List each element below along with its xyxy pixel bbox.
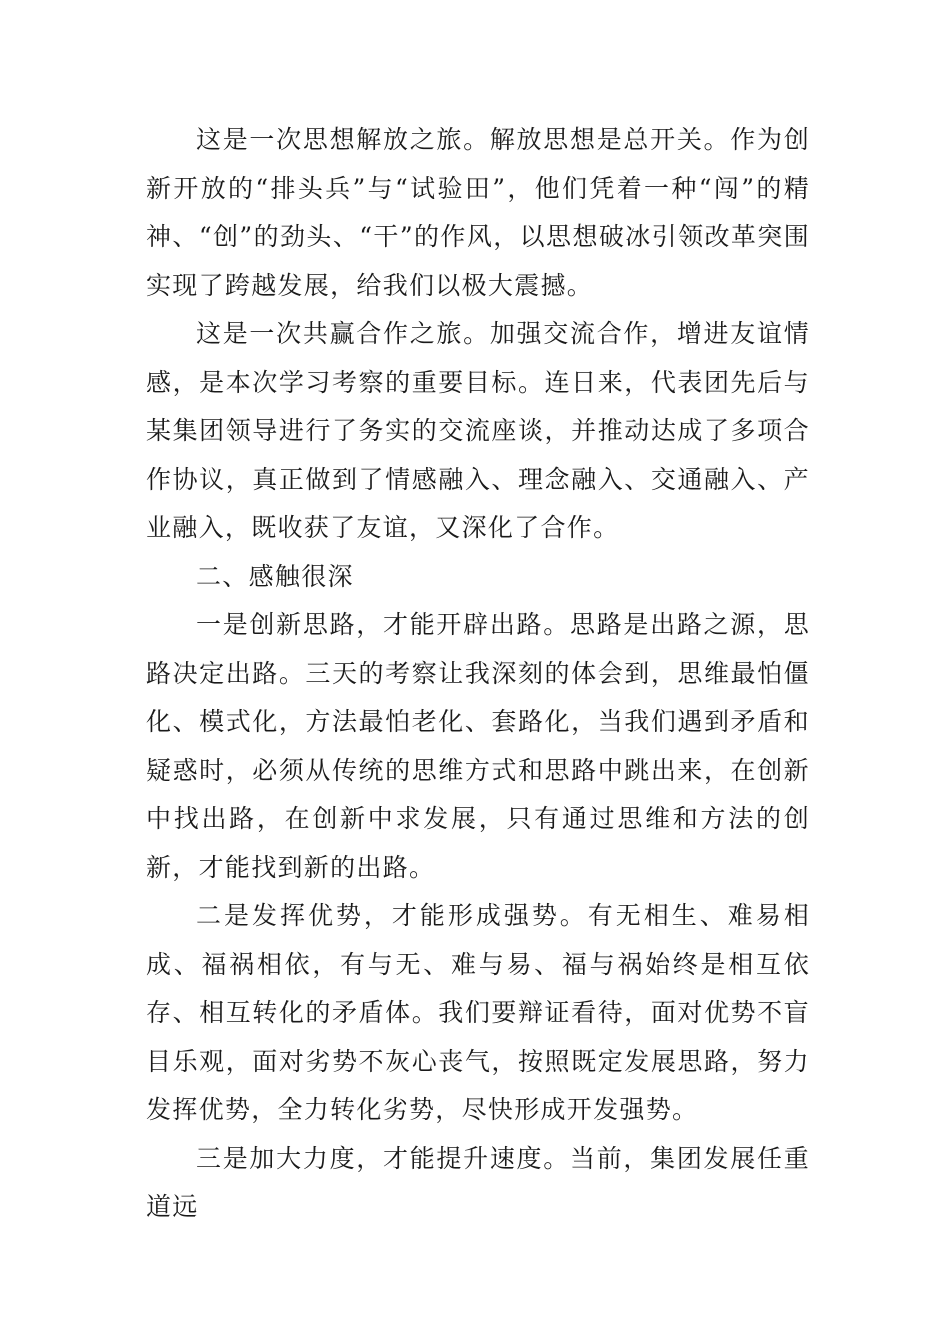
paragraph-thought-liberation: 这是一次思想解放之旅。解放思想是总开关。作为创新开放的“排头兵”与“试验田”，他们凭着一种“闯”的精神、“创”的劲头、“干”的作风，以思想破冰引领改革突围实现了跨越发展，给我们以极大震撼。 — [146, 125, 810, 300]
paragraph-leverage-advantages: 二是发挥优势，才能形成强势。有无相生、难易相成、福祸相依，有与无、难与易、福与祸始终是相互依存、相互转化的矛盾体。我们要辩证看待，面对优势不盲目乐观，面对劣势不灰心丧气，按照既定发展思路，努力发挥优势，全力转化劣势，尽快形成开发强势。 — [146, 901, 810, 1124]
paragraph-innovate-thinking: 一是创新思路，才能开辟出路。思路是出路之源，思路决定出路。三天的考察让我深刻的体会到，思维最怕僵化、模式化，方法最怕老化、套路化，当我们遇到矛盾和疑惑时，必须从传统的思维方式和思路中跳出来，在创新中找出路，在创新中求发展，只有通过思维和方法的创新，才能找到新的出路。 — [146, 610, 810, 882]
paragraph-increase-efforts: 三是加大力度，才能提升速度。当前，集团发展任重道远 — [146, 1143, 810, 1221]
section-heading-feelings: 二、感触很深 — [196, 561, 354, 591]
paragraph-win-win-cooperation: 这是一次共赢合作之旅。加强交流合作，增进友谊情感，是本次学习考察的重要目标。连日来，代表团先后与某集团领导进行了务实的交流座谈，并推动达成了多项合作协议，真正做到了情感融入、理念融入、交通融入、产业融入，既收获了友谊，又深化了合作。 — [146, 319, 810, 542]
document-body — [146, 116, 810, 1232]
